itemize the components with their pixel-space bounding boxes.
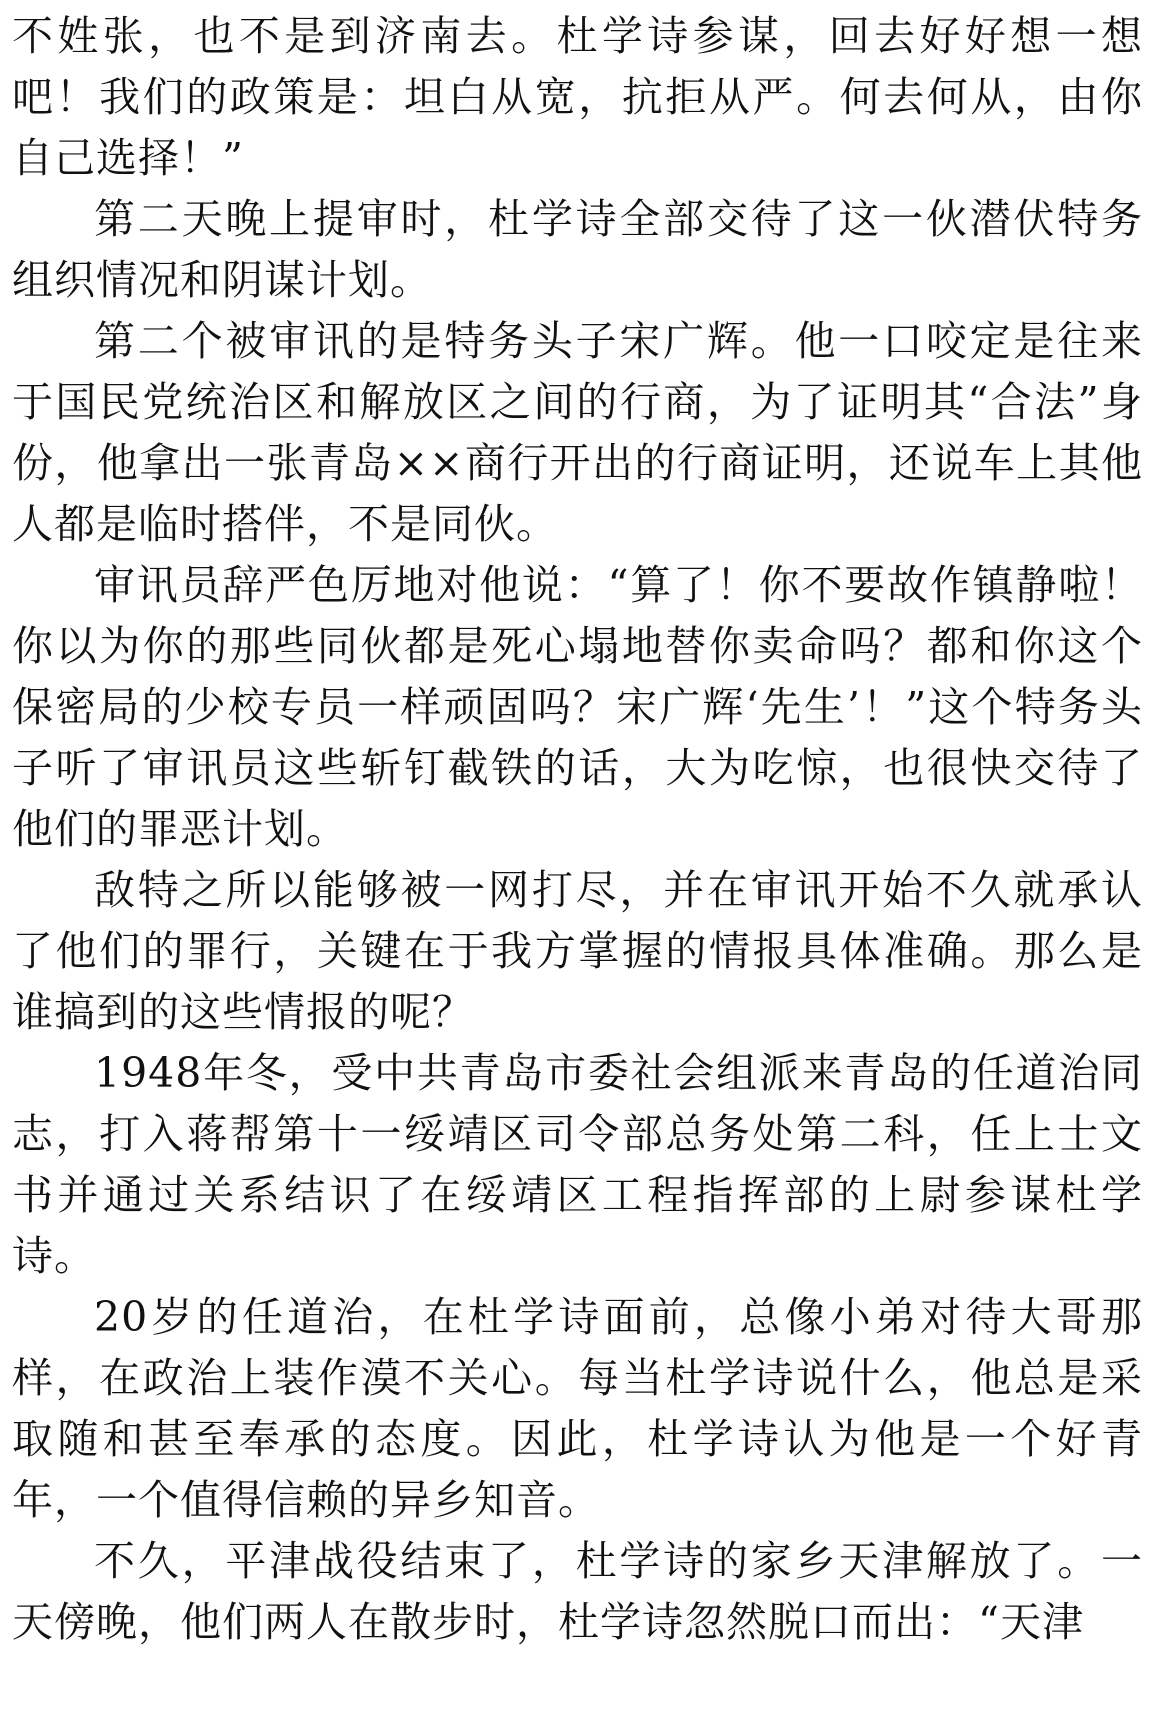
paragraph-3: 第二个被审讯的是特务头子宋广辉。他一口咬定是往来于国民党统治区和解放区之间的行商，为了证明其“合法”身份，他拿出一张青岛××商行开出的行商证明，还说车上其他人都是临时搭伴，不是同伙。 — [12, 317, 1143, 548]
paragraph-8: 不久，平津战役结束了，杜学诗的家乡天津解放了。一天傍晚，他们两人在散步时，杜学诗忽然脱口而出：“天津 — [12, 1537, 1143, 1646]
paragraph-6: 1948年冬，受中共青岛市委社会组派来青岛的任道治同志，打入蒋帮第十一绥靖区司令部总务处第二科，任上士文书并通过关系结识了在绥靖区工程指挥部的上尉参谋杜学诗。 — [12, 1049, 1143, 1280]
paragraph-4: 审讯员辞严色厉地对他说：“算了！你不要故作镇静啦！你以为你的那些同伙都是死心塌地替你卖命吗？都和你这个保密局的少校专员一样顽固吗？宋广辉‘先生’！”这个特务头子听了审讯员这些斩钉截铁的话，大为吃惊，也很快交待了他们的罪恶计划。 — [12, 561, 1143, 853]
paragraph-5: 敌特之所以能够被一网打尽，并在审讯开始不久就承认了他们的罪行，关键在于我方掌握的情报具体准确。那么是谁搞到的这些情报的呢？ — [12, 866, 1143, 1036]
paragraph-7: 20岁的任道治，在杜学诗面前，总像小弟对待大哥那样，在政治上装作漠不关心。每当杜学诗说什么，他总是采取随和甚至奉承的态度。因此，杜学诗认为他是一个好青年，一个值得信赖的异乡知音。 — [12, 1293, 1143, 1524]
paragraph-2: 第二天晚上提审时，杜学诗全部交待了这一伙潜伏特务组织情况和阴谋计划。 — [12, 195, 1143, 304]
paragraph-1: 不姓张，也不是到济南去。杜学诗参谋，回去好好想一想吧！我们的政策是：坦白从宽，抗拒从严。何去何从，由你自己选择！” — [12, 12, 1143, 182]
